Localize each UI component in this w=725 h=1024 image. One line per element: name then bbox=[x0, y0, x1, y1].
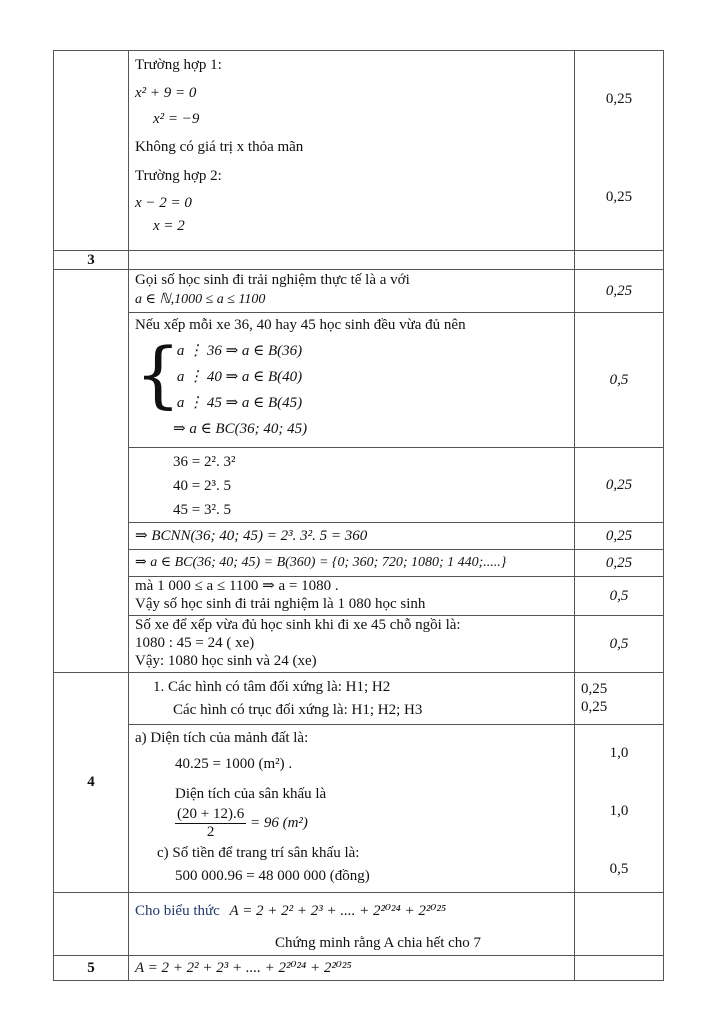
land-area-title: a) Diện tích của mảnh đất là: bbox=[135, 730, 309, 746]
stage-area-title: Diện tích của sân khấu là bbox=[175, 786, 327, 802]
divisibility-line: a ⋮ 45 ⇒ a ∈ B(45) bbox=[176, 395, 303, 411]
table-row bbox=[54, 51, 664, 251]
case1-equation-2: x² = −9 bbox=[153, 111, 200, 127]
score: 0,25 bbox=[575, 270, 664, 313]
question-cell bbox=[54, 270, 129, 673]
answer-key-table bbox=[53, 50, 664, 981]
stage-area-result: = 96 (m²) bbox=[249, 814, 308, 831]
land-area-equation: 40.25 = 1000 (m²) . bbox=[175, 756, 293, 772]
score: 0,5 bbox=[575, 577, 664, 616]
score: 0,25 bbox=[575, 550, 664, 577]
q5-prove: Chứng minh rằng A chia hết cho 7 bbox=[275, 935, 482, 951]
score-cell bbox=[575, 51, 664, 251]
table-row bbox=[54, 725, 664, 893]
symmetry-axis-line: Các hình có trục đối xứng là: H1; H2; H3 bbox=[173, 702, 423, 718]
table-row bbox=[54, 251, 664, 270]
table-row bbox=[54, 956, 664, 981]
fraction-numerator: (20 + 12).6 bbox=[177, 806, 245, 822]
score: 0,25 bbox=[605, 91, 633, 107]
factorization-line: 45 = 3². 5 bbox=[173, 502, 231, 518]
decoration-cost-equation: 500 000.96 = 48 000 000 (đồng) bbox=[175, 868, 370, 884]
q5-intro: Cho biểu thức bbox=[135, 903, 220, 919]
bus-count-intro: Số xe để xếp vừa đủ học sinh khi đi xe 45 chỗ ngồi là: bbox=[135, 617, 461, 633]
score: 0,5 bbox=[575, 616, 664, 673]
left-brace-icon: { bbox=[135, 332, 181, 416]
solution-cell bbox=[129, 51, 575, 251]
q3-divisibility-intro: Nếu xếp mỗi xe 36, 40 hay 45 học sinh đều vừa đủ nên bbox=[135, 317, 466, 333]
fraction-denominator: 2 bbox=[206, 824, 215, 840]
score: 0,25 bbox=[581, 681, 608, 697]
score: 0,25 bbox=[575, 448, 664, 523]
case2-title: Trường hợp 2: bbox=[135, 168, 222, 184]
q3-condition: a ∈ ℕ,1000 ≤ a ≤ 1100 bbox=[135, 292, 266, 307]
conclusion-line: Vậy số học sinh đi trải nghiệm là 1 080 học sinh bbox=[135, 596, 426, 612]
bus-count-calc: 1080 : 45 = 24 ( xe) bbox=[135, 635, 255, 651]
table-row bbox=[54, 270, 664, 313]
lcm-line: ⇒ BCNN(36; 40; 45) = 2³. 3². 5 = 360 bbox=[135, 528, 368, 544]
table-row bbox=[54, 673, 664, 725]
table-row bbox=[54, 523, 664, 550]
q5-expression: A = 2 + 2² + 2³ + .... + 2²⁰²⁴ + 2²⁰²⁵ bbox=[229, 903, 447, 919]
divisibility-line: a ⋮ 36 ⇒ a ∈ B(36) bbox=[176, 343, 303, 359]
question-label: 3 bbox=[54, 251, 129, 270]
case1-title: Trường hợp 1: bbox=[135, 57, 222, 73]
score: 1,0 bbox=[609, 803, 629, 819]
bus-count-conclusion: Vậy: 1080 học sinh và 24 (xe) bbox=[135, 653, 317, 669]
factorization-line: 36 = 2². 3² bbox=[173, 454, 236, 470]
multiples-line: ⇒ a ∈ BC(36; 40; 45) = B(360) = {0; 360; 720; 1080; 1 440;.....} bbox=[135, 555, 507, 570]
range-line: mà 1 000 ≤ a ≤ 1100 ⇒ a = 1080 . bbox=[135, 578, 339, 594]
table-row bbox=[54, 616, 664, 673]
divisibility-line: a ⋮ 40 ⇒ a ∈ B(40) bbox=[176, 369, 303, 385]
table-row bbox=[54, 448, 664, 523]
decoration-cost-title: c) Số tiền để trang trí sân khấu là: bbox=[157, 845, 360, 861]
case2-equation-1: x − 2 = 0 bbox=[135, 195, 192, 211]
case1-equation-1: x² + 9 = 0 bbox=[135, 85, 197, 101]
table-row bbox=[54, 550, 664, 577]
q3-intro: Gọi số học sinh đi trải nghiệm thực tế là a với bbox=[135, 272, 410, 288]
score: 0,25 bbox=[605, 189, 633, 205]
q5-expression-start: A = 2 + 2² + 2³ + .... + 2²⁰²⁴ + 2²⁰²⁵ bbox=[135, 960, 352, 976]
table-row bbox=[54, 577, 664, 616]
score: 0,25 bbox=[581, 699, 608, 715]
case2-equation-2: x = 2 bbox=[153, 218, 185, 234]
case1-note: Không có giá trị x thỏa mãn bbox=[135, 139, 304, 155]
question-label: 4 bbox=[54, 673, 129, 893]
question-cell bbox=[54, 51, 129, 251]
table-row bbox=[54, 893, 664, 956]
score: 0,25 bbox=[575, 523, 664, 550]
stage-area-fraction bbox=[175, 806, 246, 841]
score: 0,5 bbox=[609, 861, 629, 877]
symmetry-center-line: 1. Các hình có tâm đối xứng là: H1; H2 bbox=[153, 679, 391, 695]
question-label: 5 bbox=[54, 956, 129, 981]
factorization-line: 40 = 2³. 5 bbox=[173, 478, 231, 494]
score: 1,0 bbox=[609, 745, 629, 761]
score: 0,5 bbox=[575, 313, 664, 448]
table-row bbox=[54, 313, 664, 448]
common-multiple-line: ⇒ a ∈ BC(36; 40; 45) bbox=[173, 421, 308, 437]
